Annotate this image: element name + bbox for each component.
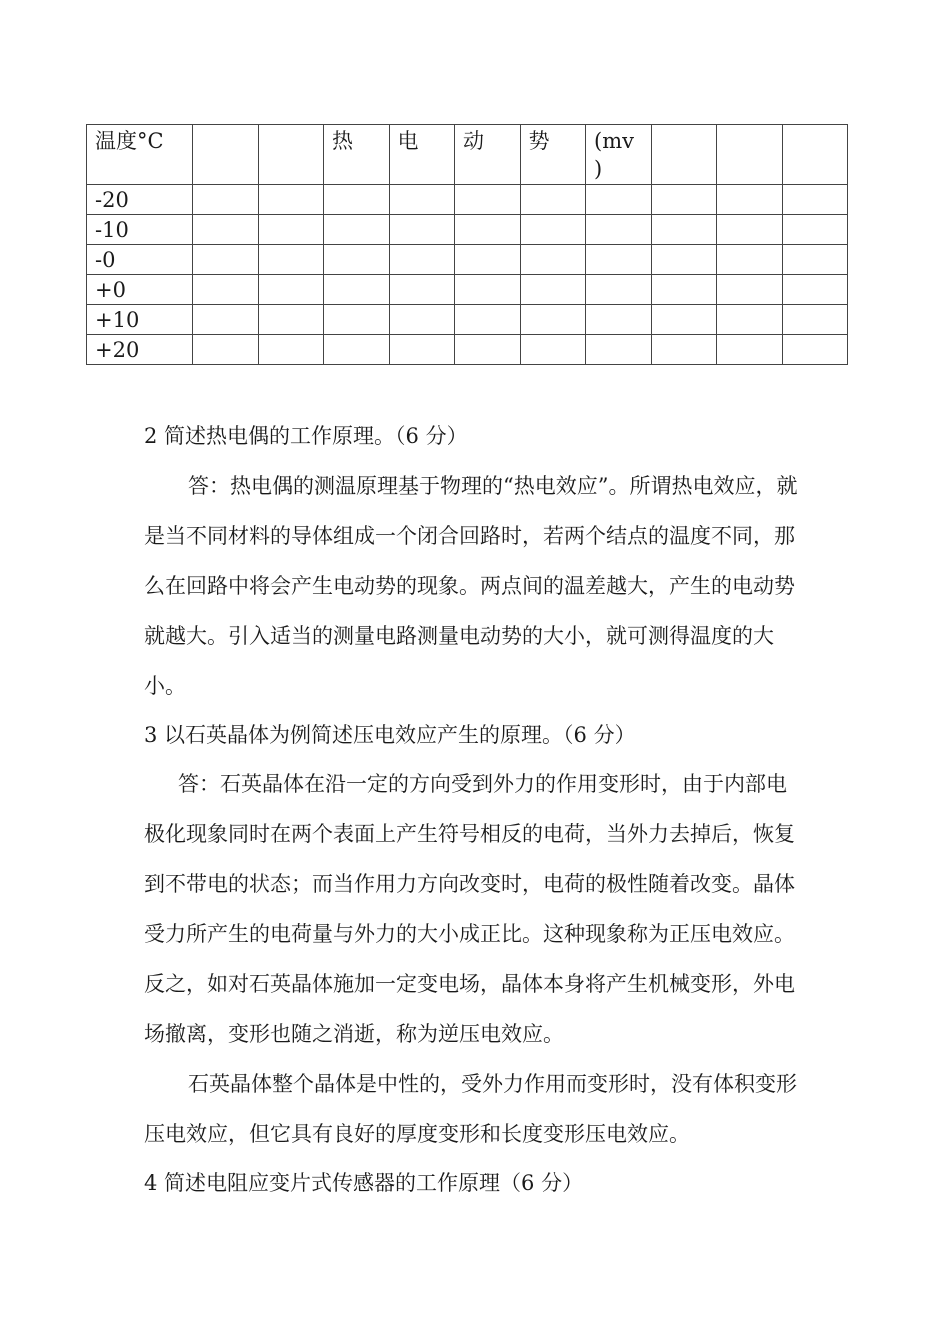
table-cell	[782, 125, 848, 185]
table-row-label: -0	[87, 245, 193, 275]
table-cell	[193, 305, 259, 335]
table-cell	[193, 125, 259, 185]
question-2-title: 2 简述热电偶的工作原理。（6 分）	[144, 424, 468, 448]
table-cell	[193, 245, 259, 275]
table-cell	[586, 275, 652, 305]
table-cell	[717, 335, 783, 365]
question-3-answer-paragraph-2: 石英晶体整个晶体是中性的，受外力作用而变形时，没有体积变形压电效应，但它具有良好的厚度变形和长度变形压电效应。	[144, 1072, 797, 1146]
table-cell: 势	[520, 125, 586, 185]
table-cell	[258, 185, 324, 215]
table-cell: 电	[389, 125, 455, 185]
table-cell	[389, 275, 455, 305]
table-cell	[324, 305, 390, 335]
table-cell	[324, 215, 390, 245]
table-cell	[258, 215, 324, 245]
table-row-label: 温度°C	[87, 125, 193, 185]
table-cell	[324, 275, 390, 305]
table-cell	[717, 245, 783, 275]
table-cell	[782, 215, 848, 245]
table-row	[87, 335, 848, 365]
table-header-row	[87, 125, 848, 185]
table-cell	[651, 185, 717, 215]
table-cell	[324, 245, 390, 275]
table-cell	[782, 275, 848, 305]
table-row-label: -20	[87, 185, 193, 215]
table-row-label: +10	[87, 305, 193, 335]
table-row-label: -10	[87, 215, 193, 245]
table-cell: 动	[455, 125, 521, 185]
table-row	[87, 215, 848, 245]
table-cell	[586, 335, 652, 365]
table-cell	[520, 245, 586, 275]
table-cell	[782, 335, 848, 365]
table-row	[87, 245, 848, 275]
table-cell	[520, 185, 586, 215]
table-cell	[455, 305, 521, 335]
table-cell	[258, 125, 324, 185]
table-cell	[193, 215, 259, 245]
table-cell: 热	[324, 125, 390, 185]
table-cell	[389, 305, 455, 335]
table-cell	[258, 305, 324, 335]
table-cell	[586, 215, 652, 245]
table-cell	[651, 215, 717, 245]
table-cell	[651, 245, 717, 275]
question-4-title: 4 简述电阻应变片式传感器的工作原理（6 分）	[144, 1171, 584, 1195]
table-cell	[717, 185, 783, 215]
table-cell	[782, 245, 848, 275]
table-cell	[586, 305, 652, 335]
table-cell	[258, 275, 324, 305]
question-3-answer-block	[144, 759, 804, 1159]
table-row	[87, 185, 848, 215]
table-cell: (mv )	[586, 125, 652, 185]
table-cell	[782, 185, 848, 215]
table-cell	[389, 215, 455, 245]
table-cell	[455, 245, 521, 275]
table-cell	[717, 305, 783, 335]
table-row-label: +0	[87, 275, 193, 305]
table-cell	[717, 215, 783, 245]
table-cell	[782, 305, 848, 335]
table-cell	[520, 275, 586, 305]
table-cell	[520, 335, 586, 365]
table-cell	[586, 245, 652, 275]
table-cell	[520, 215, 586, 245]
table-cell	[651, 335, 717, 365]
table-cell	[455, 185, 521, 215]
table-cell	[455, 335, 521, 365]
question-2-answer-block	[144, 461, 804, 711]
table-cell	[258, 335, 324, 365]
table-cell	[651, 275, 717, 305]
table-cell	[324, 185, 390, 215]
question-3-title: 3 以石英晶体为例简述压电效应产生的原理。（6 分）	[144, 723, 636, 747]
table-cell	[717, 125, 783, 185]
table-body	[87, 125, 848, 365]
table-cell	[389, 245, 455, 275]
table-cell	[586, 185, 652, 215]
table-cell	[324, 335, 390, 365]
table-row	[87, 275, 848, 305]
table-cell	[651, 305, 717, 335]
table-cell	[651, 125, 717, 185]
table-row	[87, 305, 848, 335]
table-row-label: +20	[87, 335, 193, 365]
table-cell	[193, 275, 259, 305]
table-cell	[193, 335, 259, 365]
thermo-emf-table	[86, 124, 848, 365]
table-cell	[193, 185, 259, 215]
table-cell	[258, 245, 324, 275]
table-cell	[520, 305, 586, 335]
table-cell	[389, 185, 455, 215]
question-2-answer: 答：热电偶的测温原理基于物理的“热电效应”。所谓热电效应，就是当不同材料的导体组成一个闭合回路时，若两个结点的温度不同，那么在回路中将会产生电动势的现象。两点间的温差越大，产生的电动势就越大。引入适当的测量电路测量电动势的大小，就可测得温度的大小。	[144, 474, 798, 698]
table-cell	[389, 335, 455, 365]
table-cell	[455, 215, 521, 245]
table-cell	[717, 275, 783, 305]
question-3-answer-paragraph-1: 答：石英晶体在沿一定的方向受到外力的作用变形时，由于内部电极化现象同时在两个表面上产生符号相反的电荷，当外力去掉后，恢复到不带电的状态；而当作用力方向改变时，电荷的极性随着改变。晶体受力所产生的电荷量与外力的大小成正比。这种现象称为正压电效应。反之，如对石英晶体施加一定变电场，晶体本身将产生机械变形，外电场撤离，变形也随之消逝，称为逆压电效应。	[144, 772, 795, 1046]
table-cell	[455, 275, 521, 305]
